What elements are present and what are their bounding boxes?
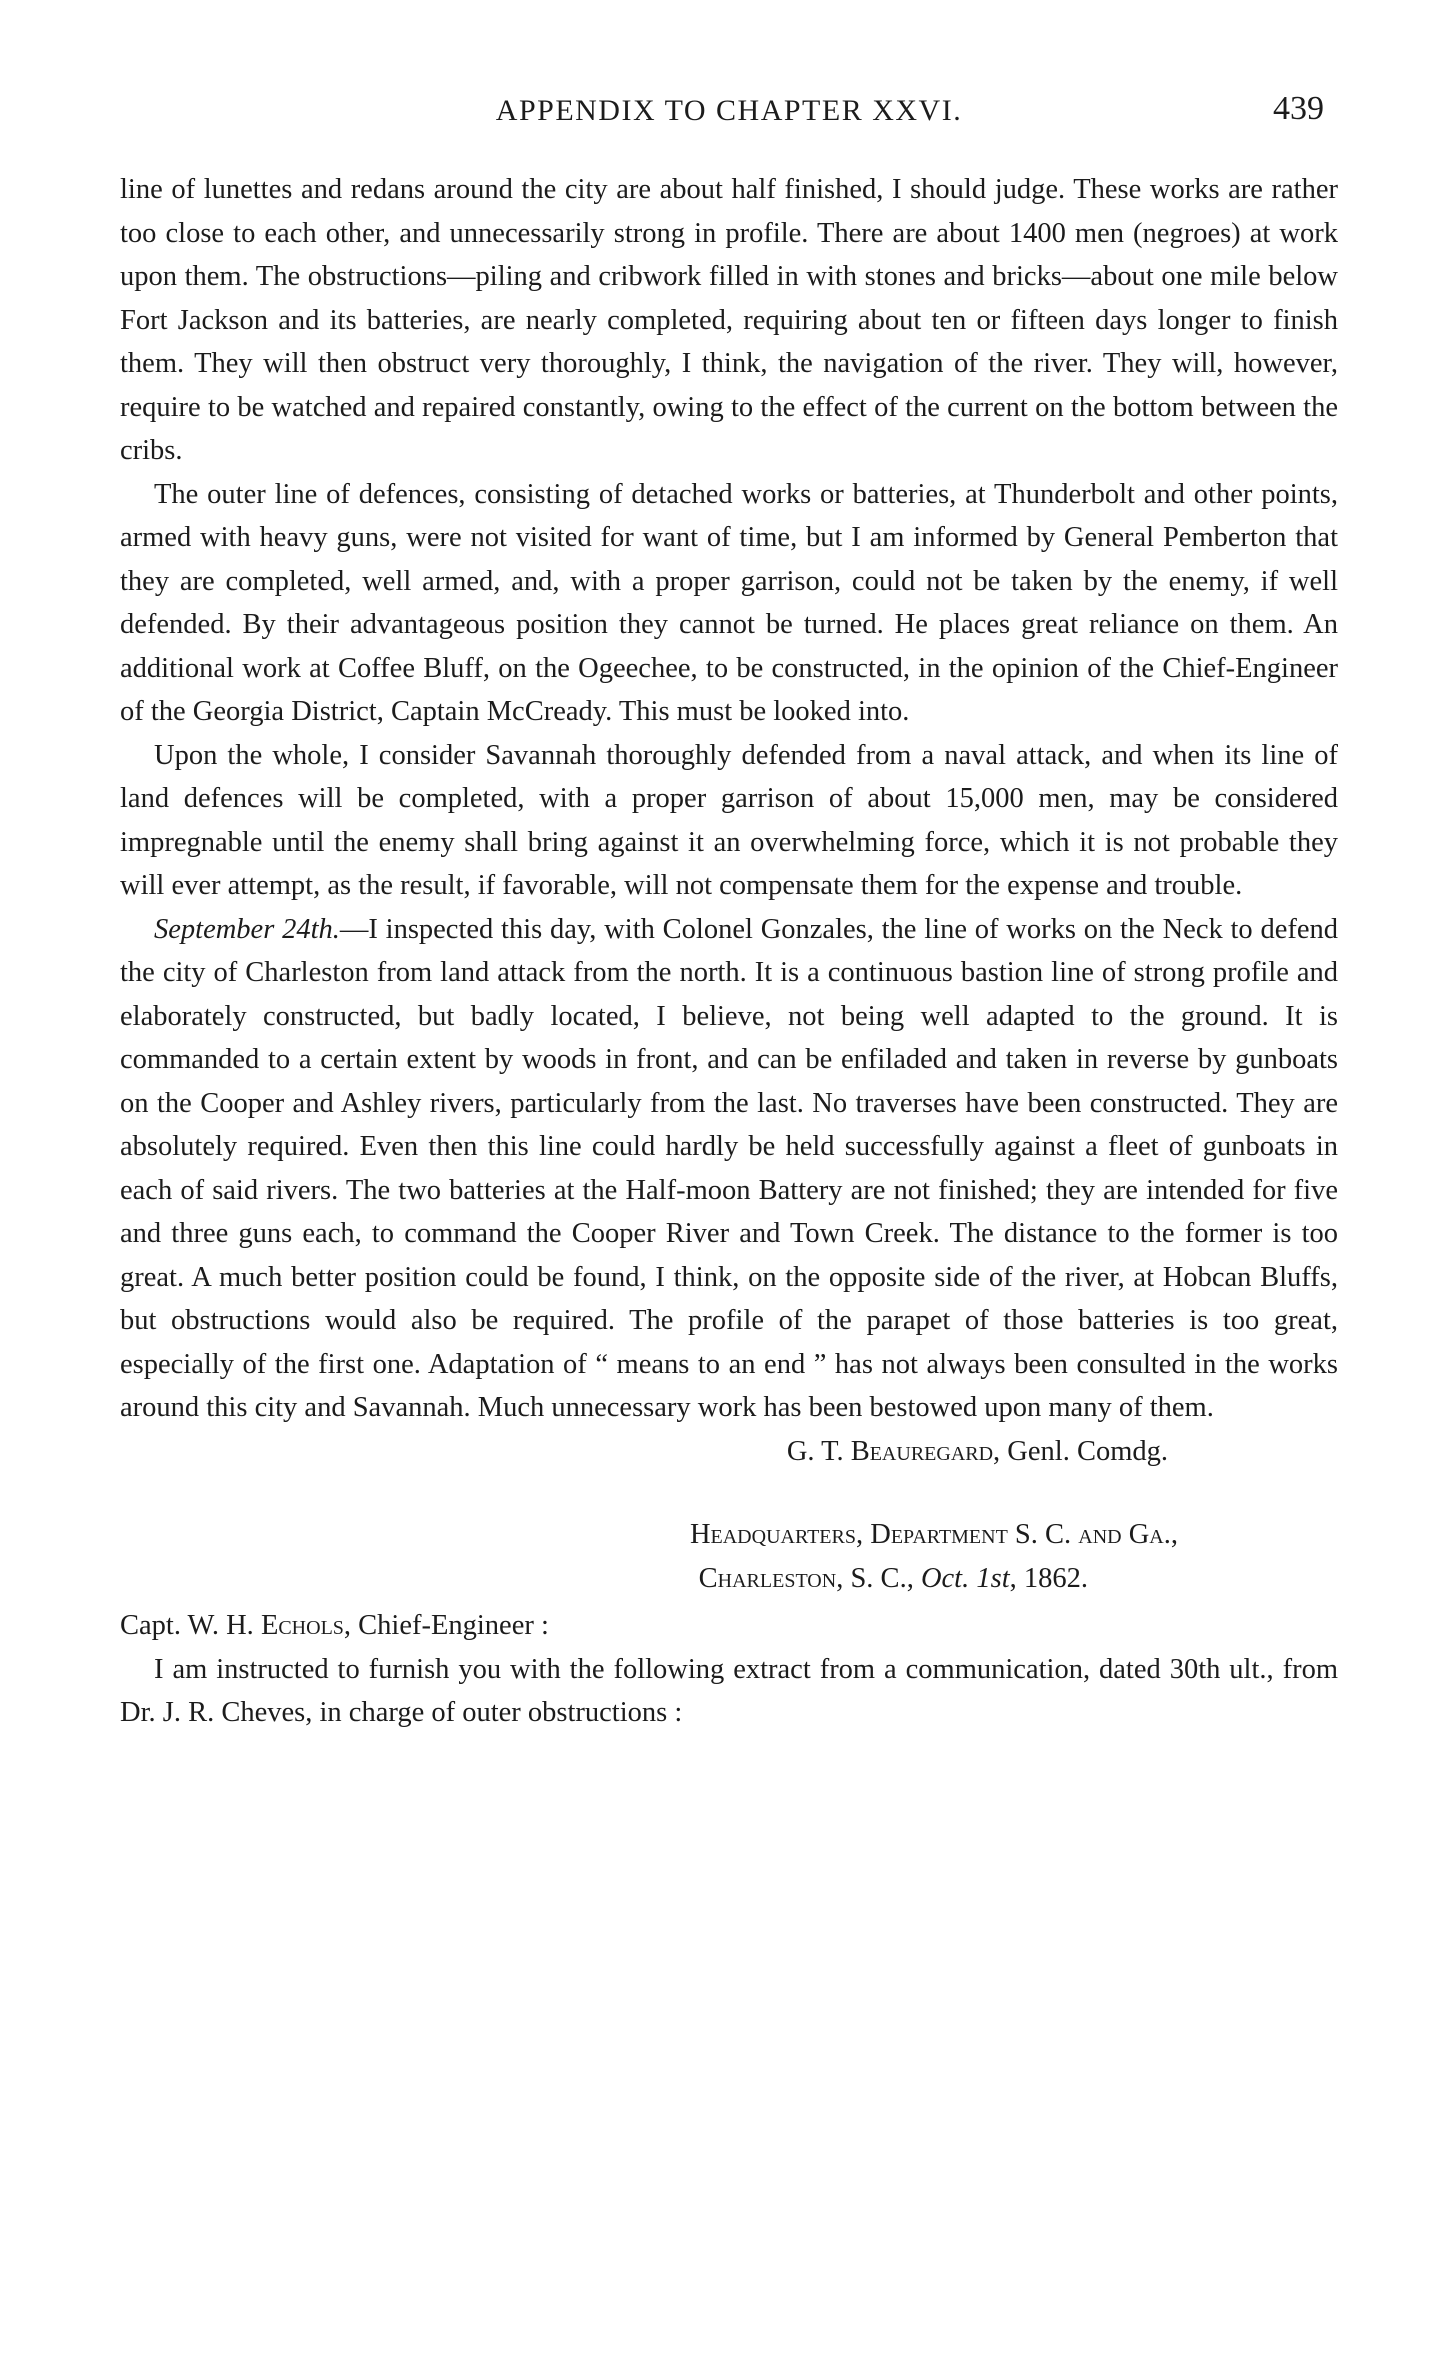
letter-place-date [120, 1557, 1338, 1601]
letter-opening: I am instructed to furnish you with the following extract from a communication, dated 30th ult., from Dr. J. R. Cheves, in charge of outer obstructions : [120, 1653, 1338, 1728]
signature [120, 1430, 1338, 1474]
letter-headquarters: Headquarters, Department S. C. and Ga., [689, 1519, 1178, 1550]
addressee-prefix: Capt. W. H. [120, 1610, 261, 1641]
letter-place-suffix: , S. C., [836, 1562, 921, 1594]
running-title: APPENDIX TO CHAPTER XXVI. [495, 94, 963, 127]
paragraph-charleston-inspection [120, 908, 1338, 1430]
running-head [120, 80, 1338, 140]
letter-body [120, 1648, 1338, 1735]
paragraph-savannah-works: line of lunettes and redans around the city are about half finished, I should judge. These works are rather too close to each other, and unnecessarily strong in profile. There are about 1400 men (negroes) at work upon them. The obstructions—piling and cribwork filled in with stones and bricks—about one mile below Fort Jackson and its batteries, are nearly completed, requiring about ten or fifteen days longer to finish them. They will then obstruct very thoroughly, I think, the navigation of the river. They will, however, require to be watched and repaired constantly, owing to the effect of the current on the bottom between the cribs. [120, 174, 1338, 466]
signature-rank: , Genl. Comdg. [993, 1435, 1168, 1467]
letter-year: , 1862. [1009, 1562, 1088, 1594]
book-page [120, 80, 1338, 1735]
entry-text: —I inspected this day, with Colonel Gonzales, the line of works on the Neck to defend the city of Charleston from land attack from the north. It is a continuous bastion line of strong profile and elaborately constructed, but badly located, I believe, not being well adapted to the ground. It is commanded to a certain extent by woods in front, and can be enfiladed and taken in reverse by gunboats on the Cooper and Ashley rivers, particularly from the last. No traverses have been constructed. They are absolutely required. Even then this line could hardly be held successfully against a fleet of gunboats in each of said rivers. The two batteries at the Half-moon Battery are not finished; they are intended for five and three guns each, to command the Cooper River and Town Creek. The distance to the former is too great. A much better position could be found, I think, on the opposite side of the river, at Hobcan Bluffs, but obstructions would also be required. The profile of the parapet of those batteries is too great, especially of the first one. Adaptation of “ means to an end ” has not always been consulted in the works around this city and Savannah. Much unnecessary work has been bestowed upon many of them. [120, 913, 1338, 1423]
entry-date: September 24th. [154, 913, 340, 945]
signature-name: Beauregard [850, 1435, 994, 1467]
signature-initials: G. T. [786, 1435, 851, 1467]
addressee-suffix: , Chief-Engineer : [343, 1610, 549, 1641]
paragraph-outer-defences: The outer line of defences, consisting of detached works or batteries, at Thunderbolt and other points, armed with heavy guns, were not visited for want of time, but I am informed by General Pemberton that they are completed, well armed, and, with a proper garrison, could not be taken by the enemy, if well defended. By their advantageous position they cannot be turned. He places great reliance on them. An additional work at Coffee Bluff, on the Ogeechee, to be constructed, in the opinion of the Chief-Engineer of the Georgia District, Captain McCready. This must be looked into. [120, 478, 1338, 727]
page-number: 439 [1273, 90, 1324, 127]
paragraph-conclusion: Upon the whole, I consider Savannah thoroughly defended from a naval attack, and when its line of land defences will be completed, with a proper garrison of about 15,000 men, may be considered impregnable until the enemy shall bring against it an overwhelming force, which it is not probable they will ever attempt, as the result, if favorable, will not compensate them for the expense and trouble. [120, 739, 1338, 901]
addressee-name: Echols [260, 1610, 344, 1641]
letter-addressee [120, 1604, 1338, 1648]
letter-date: Oct. 1st [920, 1562, 1010, 1594]
body-text [120, 168, 1338, 1430]
letter-heading [120, 1513, 1338, 1600]
letter-city: Charleston [698, 1562, 837, 1594]
